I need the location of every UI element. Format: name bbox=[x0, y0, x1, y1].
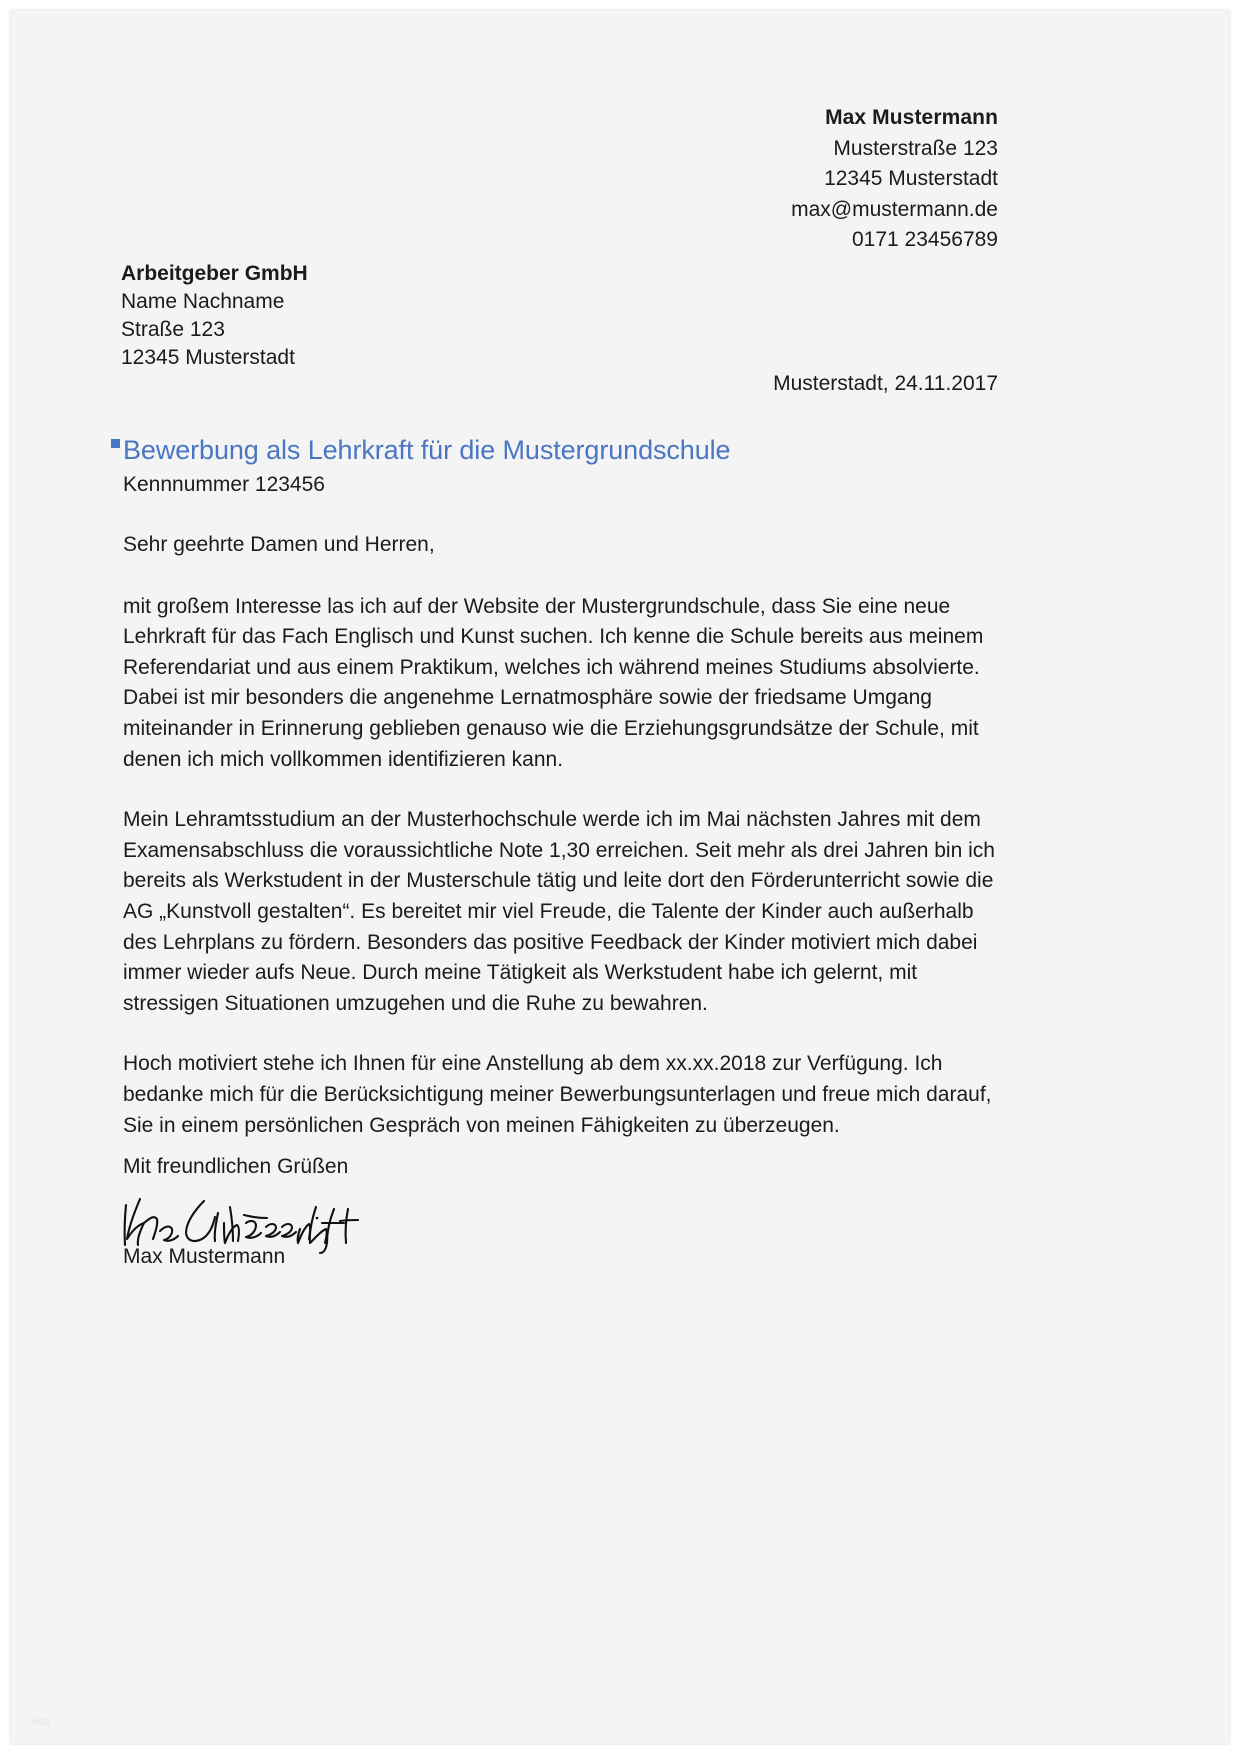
letter-body bbox=[123, 530, 1008, 1141]
closing-greeting: Mit freundlichen Grüßen bbox=[123, 1155, 349, 1178]
signed-name: Max Mustermann bbox=[123, 1245, 286, 1268]
recipient-company: Arbeitgeber GmbH bbox=[121, 262, 308, 285]
sender-street: Musterstraße 123 bbox=[833, 136, 998, 160]
body-paragraph-2: Mein Lehramtsstudium an der Musterhochschule werde ich im Mai nächsten Jahres mit dem Examensabschluss die voraussichtliche Note 1,30 erreichen. Seit mehr als drei Jahren bin ich bereits als Werkstudent in der Musterschule tätig und leite dort den Förderunterricht sowie die AG „Kunstvoll gestalten“. Es bereitet mir viel Freude, die Talente der Kinder auch außerhalb des Lehrplans zu fördern. Besonders das positive Feedback der Kinder motiviert mich dabei immer wieder aufs Neue. Durch meine Tätigkeit als Werkstudent habe ich gelernt, mit stressigen Situationen umzugehen und die Ruhe zu bewahren. bbox=[123, 808, 995, 1015]
letter-sheet bbox=[10, 10, 1230, 1744]
watermark-label: Hug bbox=[32, 1716, 50, 1726]
recipient-contact: Name Nachname bbox=[121, 290, 285, 313]
sender-email: max@mustermann.de bbox=[791, 197, 998, 221]
sender-city: 12345 Musterstadt bbox=[824, 167, 998, 190]
subject-headline bbox=[111, 433, 1011, 467]
subject-section bbox=[111, 433, 1011, 467]
subject-headline-text: Bewerbung als Lehrkraft für die Mustergrundschule bbox=[123, 435, 731, 465]
sender-address-block bbox=[791, 103, 998, 256]
sender-phone: 0171 23456789 bbox=[852, 228, 998, 251]
recipient-city: 12345 Musterstadt bbox=[121, 346, 295, 369]
reference-number: Kennnummer 123456 bbox=[123, 473, 325, 496]
square-bullet-icon bbox=[111, 439, 120, 448]
recipient-street: Straße 123 bbox=[121, 318, 225, 341]
letter-page bbox=[10, 10, 1230, 1744]
salutation: Sehr geehrte Damen und Herren, bbox=[123, 533, 435, 556]
sender-name: Max Mustermann bbox=[825, 106, 998, 129]
recipient-address-block bbox=[121, 260, 308, 372]
body-paragraph-3: Hoch motiviert stehe ich Ihnen für eine Anstellung ab dem xx.xx.2018 zur Verfügung. Ich bedanke mich für die Berücksichtigung meiner Bewerbungsunterlagen und freue mich darauf, Sie in einem persönlichen Gespräch von meinen Fähigkeiten zu überzeugen. bbox=[123, 1052, 992, 1137]
dateline: Musterstadt, 24.11.2017 bbox=[773, 372, 998, 395]
body-paragraph-1: mit großem Interesse las ich auf der Website der Mustergrundschule, dass Sie eine neue Lehrkraft für das Fach Englisch und Kunst suchen. Ich kenne die Schule bereits aus meinem Referendariat und aus einem Praktikum, welches ich während meines Studiums absolvierte. Dabei ist mir besonders die angenehme Lernatmosphäre sowie der friedsame Umgang miteinander in Erinnerung geblieben genauso wie die Erziehungsgrundsätze der Schule, mit denen ich mich vollkommen identifizieren kann. bbox=[123, 594, 984, 771]
